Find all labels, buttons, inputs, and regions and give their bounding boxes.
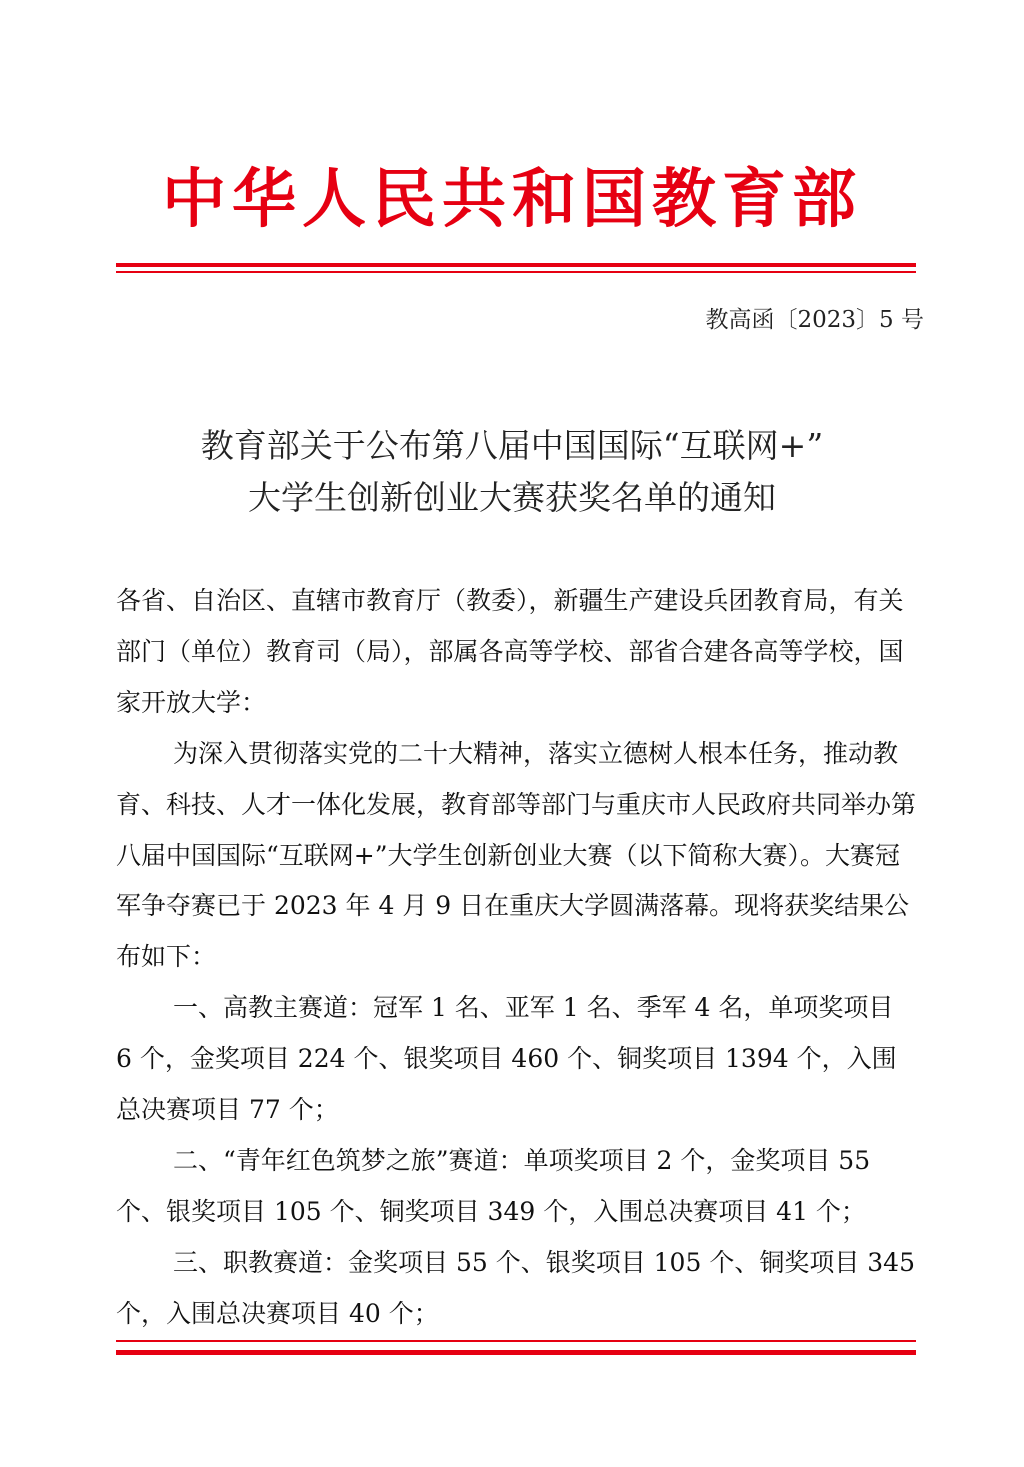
footer-rule-thick: [116, 1350, 916, 1355]
header-rule-thick: [116, 263, 916, 267]
letterhead-title: 中华人民共和国教育部: [162, 163, 862, 237]
addressee-paragraph: 各省、自治区、直辖市教育厅（教委），新疆生产建设兵团教育局，有关部门（单位）教育司（局），部属各高等学校、部省合建各高等学校，国家开放大学：: [116, 586, 904, 717]
intro-paragraph: 为深入贯彻落实党的二十大精神，落实立德树人根本任务，推动教育、科技、人才一体化发展，教育部等部门与重庆市人民政府共同举办第八届中国国际“互联网+”大学生创新创业大赛（以下简称大赛）。大赛冠军争夺赛已于 2023 年 4 月 9 日在重庆大学圆满落幕。现将获奖结果公布如下：: [116, 739, 917, 972]
award-item-1: 一、高教主赛道：冠军 1 名、亚军 1 名、季军 4 名，单项奖项目 6 个，金奖项目 224 个、银奖项目 460 个、铜奖项目 1394 个，入围总决赛项目 77 个；: [116, 993, 897, 1124]
award-item-3: 三、职教赛道：金奖项目 55 个、银奖项目 105 个、铜奖项目 345 个，入围总决赛项目 40 个；: [116, 1248, 915, 1328]
award-item-2: 二、“青年红色筑梦之旅”赛道：单项奖项目 2 个，金奖项目 55 个、银奖项目 105 个、铜奖项目 349 个，入围总决赛项目 41 个；: [116, 1146, 871, 1226]
notice-title-line-2: 大学生创新创业大赛获奖名单的通知: [248, 478, 776, 517]
document-number: 教高函〔2023〕5 号: [705, 307, 924, 333]
header-rule-thin: [116, 271, 916, 273]
notice-title-line-1: 教育部关于公布第八届中国国际“互联网+”: [200, 426, 824, 465]
footer-rule-thin: [116, 1340, 916, 1342]
